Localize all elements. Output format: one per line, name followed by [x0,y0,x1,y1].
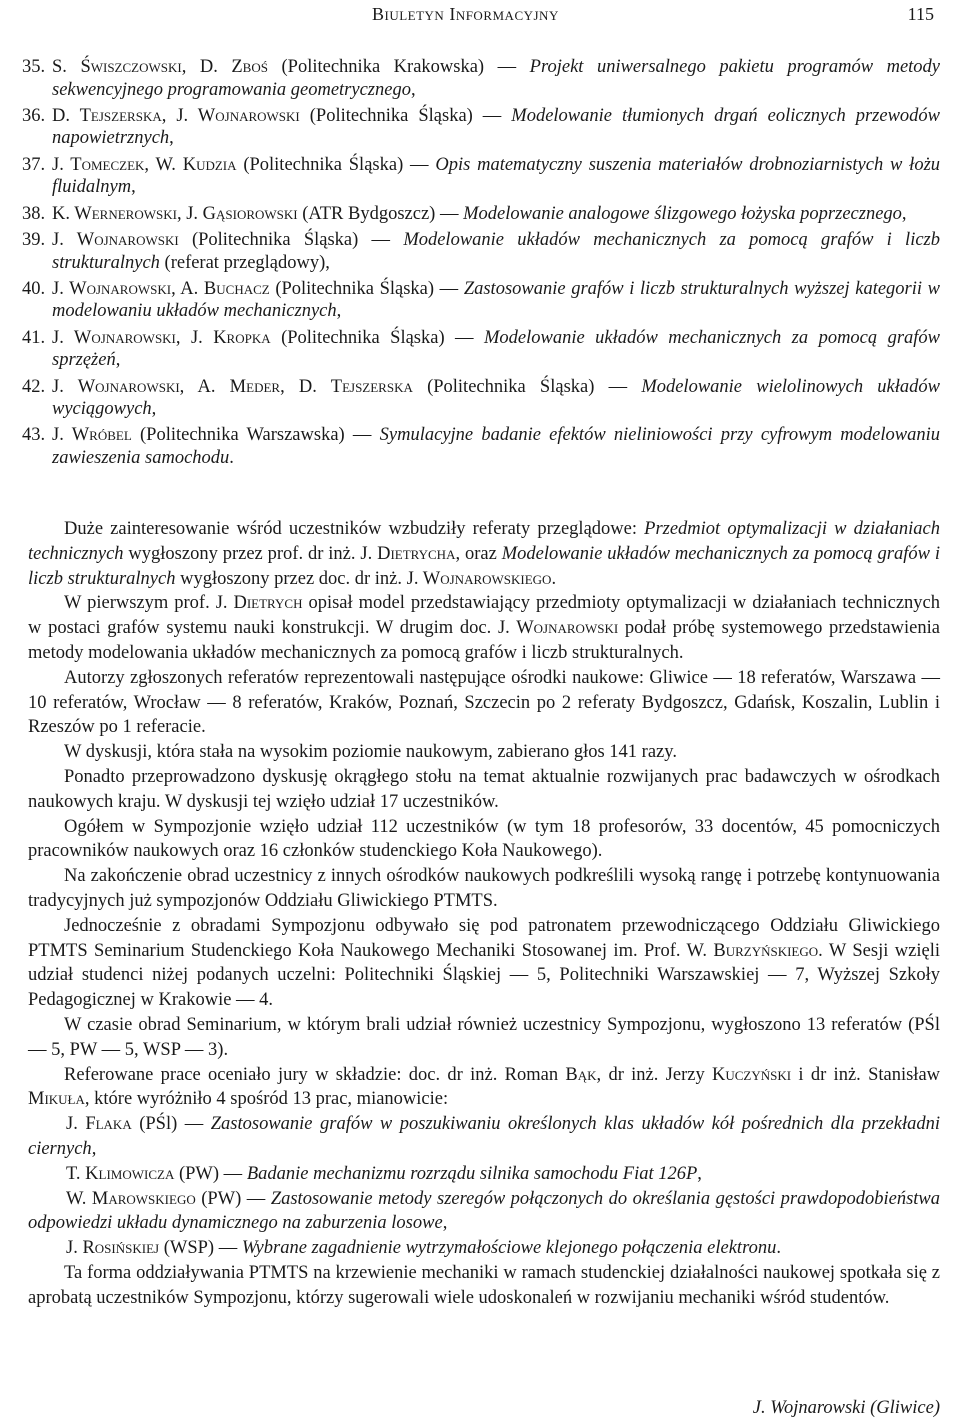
reference-number: 35. [22,57,46,77]
award-list [28,1112,940,1261]
award-item [28,1236,940,1261]
reference-item [22,229,940,274]
reference-number: 37. [22,154,46,175]
reference-authors: J. Wojnarowski, A. Buchacz [52,278,270,299]
reference-authors: J. Wojnarowski, A. Meder, D. Tejszerska [52,376,413,397]
award-author: J. Rosińskiej [66,1238,160,1259]
reference-tail: , [901,203,907,224]
paragraph: W pierwszym prof. J. Dietrych opisał model przedstawiający przedmioty optymalizacji w działaniach technicznych w postaci grafów systemu nauki konstrukcji. W drugim doc. J. Wojnarowski podał próbę systemowego przedstawienia metody modelowania układów mechanicznych za pomocą grafów i liczb strukturalnych. [28,593,940,663]
award-title: Wybrane zagadnienie wytrzymałościowe klejonego połączenia elektronu [241,1238,777,1259]
reference-affiliation: (Politechnika Śląska) — [412,376,642,397]
reference-title: Modelowanie układów mechanicznych za pomocą grafów i liczb strukturalnych [52,229,940,273]
reference-number: 39. [22,229,46,250]
paragraph: Ponadto przeprowadzono dyskusję okrągłego stołu na temat aktualnie rozwijanych prac badawczych w ośrodkach naukowych kraju. W dyskusji tej wzięło udział 17 uczestników. [28,766,940,812]
award-affiliation: (PW) — [195,1188,271,1209]
reference-authors: J. Wojnarowski [52,229,179,250]
reference-item [22,154,940,199]
report-body [28,517,940,1311]
reference-affiliation: (Politechnika Śląska) — [270,327,484,348]
award-author: W. Marowskiego [66,1188,196,1209]
award-affiliation: (PW) — [174,1163,247,1184]
paragraph: Jednocześnie z obradami Sympozjonu odbywało się pod patronatem przewodniczącego Oddziału Gliwickiego PTMTS Seminarium Studenckiego Koła Naukowego Mechaniki Stosowanej im. Prof. W. Burzyńskiego. W Sesji wzięli udział studenci niżej podanych uczelni: Politechniki Śląskiej — 5, Politechniki Warszawskiej — 7, Wyższej Szkoły Pedagogicznej w Krakowie — 4. [28,915,940,1011]
award-item [28,1187,940,1237]
award-title: Zastosowanie metody szeregów połączonych do określania gęstości prawdopodobieństwa odpowiedzi układu dynamicznego na zaburzenia losowe [28,1188,940,1234]
award-author: T. Klimowicza [66,1163,175,1184]
reference-title: Opis matematyczny suszenia materiałów drobnoziarnistych w łożu fluidalnym [52,154,941,198]
reference-authors: K. Wernerowski, J. Gąsiorowski [52,203,298,224]
reference-tail: , [336,301,342,322]
reference-tail: , [169,128,174,149]
award-tail: , [442,1213,448,1234]
reference-authors: J. Wojnarowski, J. Kropka [52,327,271,348]
running-header [22,4,940,24]
award-title: Badanie mechanizmu rozrządu silnika samochodu Fiat 126P [246,1163,698,1184]
reference-authors: J. Tomeczek, W. Kudzia [52,154,237,175]
reference-title: Modelowanie układów mechanicznych za pomocą grafów sprzężeń [52,327,940,371]
award-tail: , [91,1138,97,1159]
paragraph: Ta forma oddziaływania PTMTS na krzewienie mechaniki w ramach studenckiej działalności naukowej spotkała się z aprobatą uczestników Sympozjonu, którzy sugerowali wiele udoskonaleń w rozwijaniu mechaniki wśród studentów. [28,1262,940,1308]
reference-authors: S. Świszczowski, D. Zboś [52,57,268,77]
reference-affiliation: (ATR Bydgoszcz) — [297,203,464,224]
reference-affiliation: (Politechnika Śląska) — [299,105,512,126]
reference-item [22,327,940,372]
paragraph: Referowane prace oceniało jury w składzie: doc. dr inż. Roman Bąk, dr inż. Jerzy Kuczyński i dr inż. Stanisław Mikuła, które wyróżniło 4 spośród 13 prac, mianowicie: [28,1064,941,1110]
reference-title: Zastosowanie grafów i liczb strukturalnych wyższej kategorii w modelowaniu układów mechanicznych [52,278,940,322]
reference-item [22,56,940,101]
reference-item [22,278,940,323]
reference-list [22,56,940,473]
reference-authors: D. Tejszerska, J. Wojnarowski [52,105,300,126]
paragraph: Ogółem w Sympozjonie wzięło udział 112 uczestników (w tym 18 profesorów, 33 docentów, 45 pomocniczych pracowników naukowych oraz 16 członków studenckiego Koła Naukowego). [28,816,940,862]
award-item [28,1162,940,1187]
award-affiliation: (WSP) — [159,1238,242,1259]
signature: J. Wojnarowski (Gliwice) [752,1398,940,1418]
award-item [28,1112,940,1162]
reference-number: 36. [22,105,46,126]
paragraph: Autorzy zgłoszonych referatów reprezentowali następujące ośrodki naukowe: Gliwice — 18 referatów, Warszawa — 10 referatów, Wrocław — 8 referatów, Kraków, Poznań, Szczecin po 2 referaty Bydgoszcz, Gdańsk, Koszalin, Lublin i Rzeszów po 1 referacie. [28,667,940,738]
reference-number: 38. [22,203,46,224]
running-title: Biuletyn Informacyjny [372,4,559,24]
reference-item [22,376,940,421]
reference-item [22,105,940,150]
reference-tail: , [131,177,136,198]
award-title: Zastosowanie grafów w poszukiwaniu określonych klas układów kół pośrednich dla przekładni ciernych [28,1114,941,1159]
paragraph: W dyskusji, która stała na wysokim poziomie naukowym, zabierano głos 141 razy. [64,742,677,763]
award-affiliation: (PŚl) — [131,1114,211,1135]
reference-affiliation: (Politechnika Śląska) — [269,278,464,299]
paragraph: Na zakończenie obrad uczestnicy z innych ośrodków naukowych podkreślili wysoką rangę i potrzebę kontynuowania tradycyjnych już sympozjonów Oddziału Gliwickiego PTMTS. [28,866,940,911]
reference-affiliation: (Politechnika Śląska) — [236,154,436,175]
reference-item [22,203,940,226]
page-number: 115 [907,4,934,24]
reference-title: Symulacyjne badanie efektów nieliniowości przy cyfrowym modelowaniu zawieszenia samochodu [52,425,940,468]
reference-number: 41. [22,327,46,348]
reference-number: 40. [22,278,46,299]
reference-affiliation: (Politechnika Śląska) — [178,229,404,250]
reference-tail: . [229,448,234,468]
reference-item [22,424,940,469]
reference-tail: , [410,79,416,100]
paragraph: W czasie obrad Seminarium, w którym brali udział również uczestnicy Sympozjonu, wygłoszono 13 referatów (PŚl — 5, PW — 5, WSP — 3). [28,1014,940,1060]
reference-number: 43. [22,425,46,446]
reference-tail: , [151,399,157,420]
reference-tail: , [115,350,121,371]
reference-tail: (referat przeglądowy), [159,252,330,273]
reference-authors: J. Wróbel [52,425,132,446]
award-tail: , [697,1163,702,1184]
reference-title: Modelowanie analogowe ślizgowego łożyska poprzecznego [463,203,902,224]
reference-affiliation: (Politechnika Krakowska) — [267,57,530,77]
reference-number: 42. [22,376,46,397]
reference-affiliation: (Politechnika Warszawska) — [131,425,380,446]
reference-title: Projekt uniwersalnego pakietu programów metody sekwencyjnego programowania geometrycznego [52,57,941,100]
award-author: J. Flaka [66,1114,132,1135]
award-tail: . [776,1238,781,1259]
reference-title: Modelowanie wielolinowych układów wyciągowych [52,376,941,420]
reference-title: Modelowanie tłumionych drgań eolicznych przewodów napowietrznych [52,105,940,149]
paragraph: Duże zainteresowanie wśród uczestników wzbudziły referaty przeglądowe: Przedmiot optymalizacji w działaniach technicznych wygłoszony przez prof. dr inż. J. Dietrycha, oraz Modelowanie układów mechanicznych za pomocą grafów i liczb strukturalnych wygłoszony przez doc. dr inż. J. Wojnarowskiego. [28,519,940,589]
